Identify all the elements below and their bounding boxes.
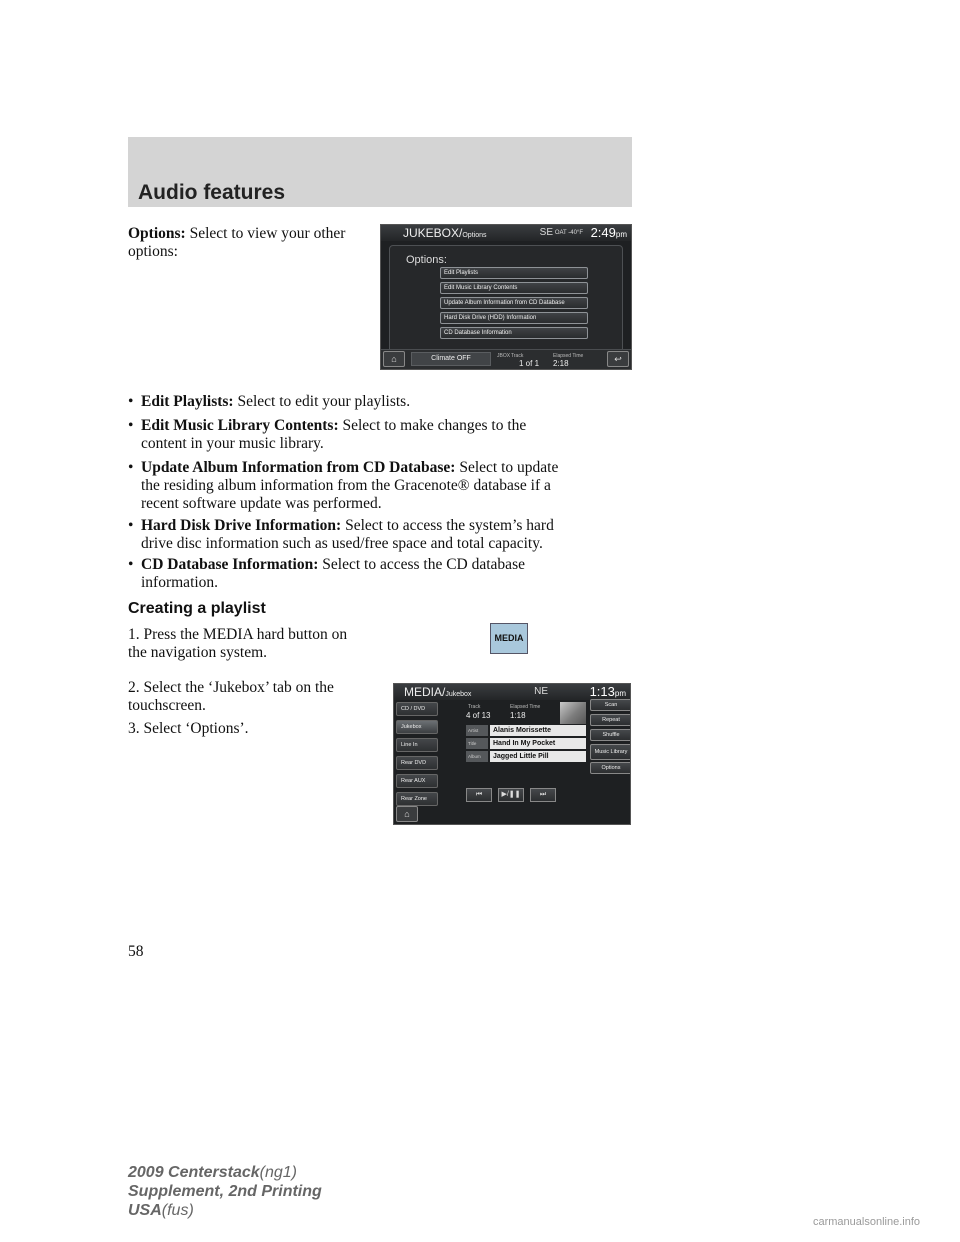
bullet-dot: • <box>128 459 134 476</box>
bullet-text: Select to edit your playlists. <box>237 393 411 410</box>
bullet-text-cont: content in your music library. <box>141 435 324 452</box>
bullet-label: Edit Music Library Contents: <box>141 417 339 434</box>
bullet-cd-database-info <box>128 556 638 592</box>
track-label: Track <box>511 353 524 359</box>
bullet-text-cont: recent software update was performed. <box>141 495 382 512</box>
bullet-dot: • <box>128 417 134 434</box>
screen-bottom-bar <box>381 349 631 369</box>
bullet-label: Edit Playlists: <box>141 393 234 410</box>
step-3 <box>128 720 408 738</box>
step-text: 1. Press the MEDIA hard button on <box>128 626 348 643</box>
footer-line2: Supplement, 2nd Printing <box>128 1183 322 1200</box>
bullet-label: CD Database Information: <box>141 556 319 573</box>
step-text: 2. Select the ‘Jukebox’ tab on the <box>128 679 334 696</box>
options-intro-text2: options: <box>128 243 178 260</box>
options-intro <box>128 225 378 261</box>
tab-jukebox[interactable]: Jukebox <box>396 720 438 734</box>
elapsed-label: Elapsed Time <box>510 704 541 710</box>
tab-rear-dvd[interactable]: Rear DVD <box>396 756 438 770</box>
artist-value: Alanis Morissette <box>490 725 586 736</box>
temperature-readout: OAT -40°F <box>554 230 583 236</box>
scan-button[interactable]: Scan <box>590 699 631 711</box>
footer-line3: USA(fus) <box>128 1202 194 1219</box>
track-value: 4 of 13 <box>466 711 491 720</box>
screenshot-media-jukebox <box>393 683 631 825</box>
bullet-edit-playlists <box>128 393 638 411</box>
album-value: Jagged Little Pill <box>490 751 586 762</box>
footer-line1: 2009 Centerstack(ng1) <box>128 1164 297 1181</box>
repeat-button[interactable]: Repeat <box>590 714 631 726</box>
source-label: JBOX <box>497 353 511 359</box>
page-number: 58 <box>128 943 144 960</box>
elapsed-label: Elapsed Time <box>553 353 584 359</box>
bullet-label: Hard Disk Drive Information: <box>141 517 342 534</box>
screenshot-jukebox-options <box>380 224 632 370</box>
home-icon[interactable]: ⌂ <box>383 351 405 367</box>
elapsed-value: 2:18 <box>553 359 569 368</box>
title-value: Hand In My Pocket <box>490 738 586 749</box>
bullet-text: Select to update <box>459 459 559 476</box>
compass-readout: NE <box>534 686 548 697</box>
home-icon[interactable]: ⌂ <box>396 806 418 822</box>
hdd-info-button[interactable]: Hard Disk Drive (HDD) Information <box>440 312 588 324</box>
edit-playlists-button[interactable]: Edit Playlists <box>440 267 588 279</box>
screen-status-bar <box>394 684 630 700</box>
screen-status-bar <box>381 225 631 241</box>
step-text: the navigation system. <box>128 644 268 661</box>
climate-button[interactable]: Climate OFF <box>411 352 491 366</box>
album-art <box>560 702 586 724</box>
options-intro-text1: Select to view your other <box>189 225 346 242</box>
compass-readout: SE <box>539 227 553 238</box>
options-label: Options: <box>128 225 186 242</box>
tab-rear-zone[interactable]: Rear Zone <box>396 792 438 806</box>
bullet-dot: • <box>128 393 134 410</box>
bullet-text-cont: the residing album information from the Gracenote® database if a <box>141 477 551 494</box>
bullet-label: Update Album Information from CD Database: <box>141 459 456 476</box>
edit-music-library-button[interactable]: Edit Music Library Contents <box>440 282 588 294</box>
tab-cd-dvd[interactable]: CD / DVD <box>396 702 438 716</box>
update-album-info-button[interactable]: Update Album Information from CD Database <box>440 297 588 309</box>
track-value: 1 of 1 <box>519 359 540 368</box>
bullet-text-cont: information. <box>141 574 219 591</box>
artist-label: Artist <box>466 725 488 736</box>
screen-title: MEDIA/Jukebox <box>404 685 472 699</box>
print-footer <box>128 1163 322 1220</box>
step-1 <box>128 626 408 662</box>
section-heading: Creating a playlist <box>128 600 266 617</box>
screen-title: JUKEBOX/Options <box>403 226 487 240</box>
back-icon[interactable]: ↩ <box>607 351 629 367</box>
watermark: carmanualsonline.info <box>812 1216 920 1228</box>
play-pause-icon[interactable]: ▶/❚❚ <box>498 788 524 802</box>
bullet-edit-music-library <box>128 417 638 453</box>
title-label: Title <box>466 738 488 749</box>
clock: 1:13pm <box>589 684 626 699</box>
media-hard-button: MEDIA <box>490 623 528 654</box>
bullet-text: Select to access the CD database <box>322 556 525 573</box>
elapsed-value: 1:18 <box>510 711 526 720</box>
album-label: Album <box>466 751 488 762</box>
next-track-icon[interactable]: ⏭ <box>530 788 556 802</box>
options-button[interactable]: Options <box>590 762 631 774</box>
track-label: Track <box>468 704 481 710</box>
tab-line-in[interactable]: Line In <box>396 738 438 752</box>
bullet-update-album-info <box>128 459 638 513</box>
bullet-text: Select to make changes to the <box>342 417 527 434</box>
clock: 2:49pm <box>590 225 627 240</box>
shuffle-button[interactable]: Shuffle <box>590 729 631 741</box>
step-2 <box>128 679 408 715</box>
cd-database-info-button[interactable]: CD Database Information <box>440 327 588 339</box>
step-text: 3. Select ‘Options’. <box>128 720 249 737</box>
options-panel-label: Options: <box>406 254 447 266</box>
bullet-dot: • <box>128 517 134 534</box>
bullet-dot: • <box>128 556 134 573</box>
bullet-text: Select to access the system’s hard <box>345 517 554 534</box>
step-text: touchscreen. <box>128 697 206 714</box>
previous-track-icon[interactable]: ⏮ <box>466 788 492 802</box>
section-header-band <box>128 137 632 207</box>
bullet-text-cont: drive disc information such as used/free space and total capacity. <box>141 535 543 552</box>
bullet-hdd-info <box>128 517 638 553</box>
music-library-button[interactable]: Music Library <box>590 744 631 760</box>
page-title: Audio features <box>138 181 286 204</box>
tab-rear-aux[interactable]: Rear AUX <box>396 774 438 788</box>
